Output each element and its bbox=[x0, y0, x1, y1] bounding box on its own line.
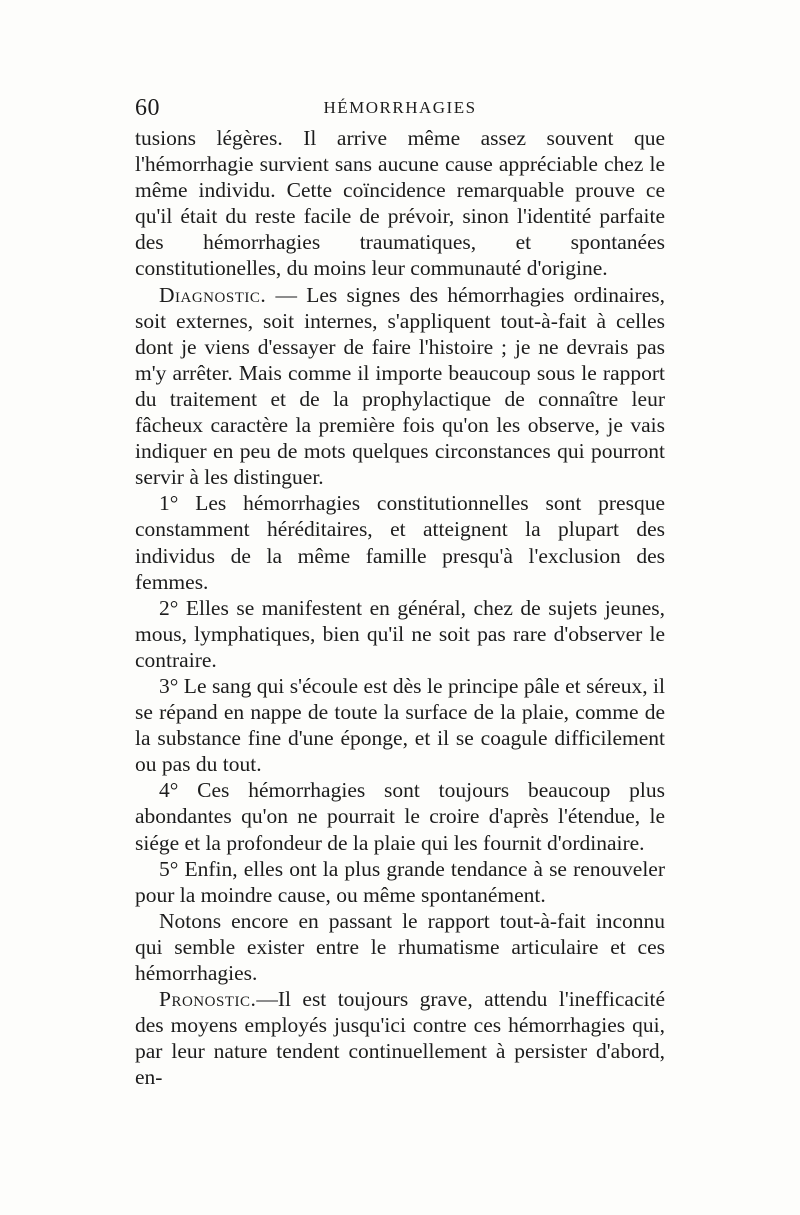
body-text bbox=[135, 125, 665, 1090]
paragraph-pronostic bbox=[135, 986, 665, 1090]
section-heading-diagnostic: Diagnostic. bbox=[159, 282, 267, 307]
paragraph-text: —Il est toujours grave, attendu l'inefficacité des moyens employés jusqu'ici contre ces hémorrhagies qui, par leur nature tendent continuellement à persister d'abord, en- bbox=[135, 987, 665, 1090]
running-head bbox=[135, 95, 665, 125]
running-title: HÉMORRHAGIES bbox=[323, 98, 477, 117]
paragraph-point-1 bbox=[135, 490, 665, 594]
paragraph-text: 2° Elles se manifestent en général, chez de sujets jeunes, mous, lymphatiques, bien qu'il ne soit pas rare d'observer le contraire. bbox=[135, 595, 665, 672]
paragraph-text: — Les signes des hémorrhagies ordinaires, soit externes, soit internes, s'appliquent tout-à-fait à celles dont je viens d'essayer de faire l'histoire ; je ne devrais pas m'y arrêter. Mais comme il importe beaucoup sous le rapport du traitement et de la prophylactique de connaître leur fâcheux caractère la première fois qu'on les observe, je vais indiquer en peu de mots quelques circonstances qui pourront servir à les distinguer. bbox=[135, 282, 665, 490]
paragraph-note bbox=[135, 908, 665, 986]
paragraph-text: 5° Enfin, elles ont la plus grande tendance à se renouveler pour la moindre cause, ou même spontanément. bbox=[135, 856, 665, 907]
page-number: 60 bbox=[135, 95, 160, 121]
paragraph-point-2 bbox=[135, 595, 665, 673]
paragraph-text: tusions légères. Il arrive même assez souvent que l'hémorrhagie survient sans aucune cause appréciable chez le même individu. Cette coïncidence remarquable prouve ce qu'il était du reste facile de prévoir, sinon l'identité parfaite des hémorrhagies traumatiques, et spontanées constitutionelles, du moins leur communauté d'origine. bbox=[135, 126, 665, 281]
paragraph-point-3 bbox=[135, 673, 665, 777]
paragraph-text: 3° Le sang qui s'écoule est dès le principe pâle et séreux, il se répand en nappe de toute la surface de la plaie, comme de la substance fine d'une éponge, et il se coagule difficilement ou pas du tout. bbox=[135, 673, 665, 777]
paragraph-point-4 bbox=[135, 777, 665, 855]
paragraph-diagnostic bbox=[135, 282, 665, 491]
paragraph-text: 4° Ces hémorrhagies sont toujours beaucoup plus abondantes qu'on ne pourrait le croire d'après l'étendue, le siége et la profondeur de la plaie qui les fournit d'ordinaire. bbox=[135, 778, 665, 855]
paragraph-text: 1° Les hémorrhagies constitutionnelles sont presque constamment héréditaires, et atteignent la plupart des individus de la même famille presqu'à l'exclusion des femmes. bbox=[135, 491, 665, 594]
paragraph-text: Notons encore en passant le rapport tout-à-fait inconnu qui semble exister entre le rhumatisme articulaire et ces hémorrhagies. bbox=[135, 908, 665, 985]
paragraph-continuation bbox=[135, 125, 665, 282]
paragraph-point-5 bbox=[135, 856, 665, 908]
section-heading-pronostic: Pronostic. bbox=[159, 987, 257, 1012]
